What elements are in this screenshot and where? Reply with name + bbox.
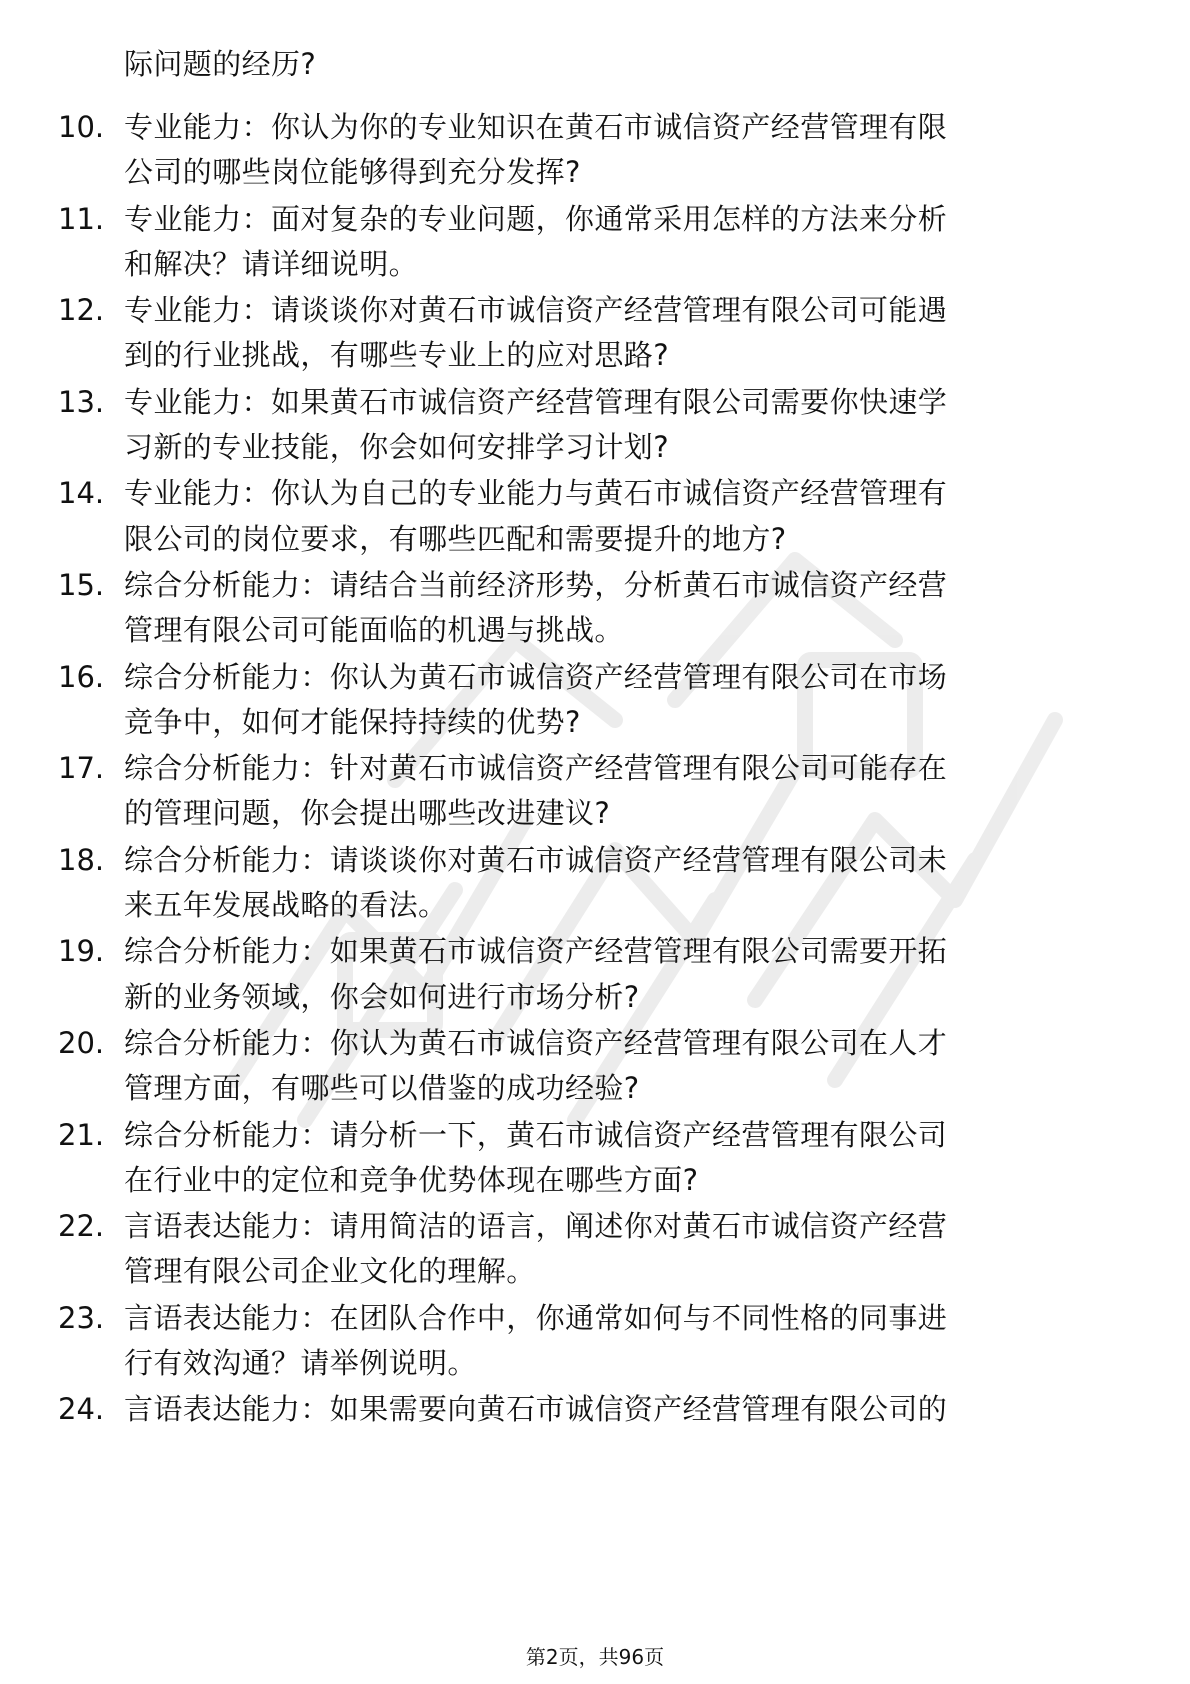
question-text-line1: 言语表达能力：请用简洁的语言，阐述你对黄石市诚信资产经营 [124,1209,948,1244]
continuation-text: 际问题的经历? [124,47,317,81]
question-number: 19. [58,934,105,969]
question-number: 20. [58,1026,105,1060]
question-text-line1: 专业能力：请谈谈你对黄石市诚信资产经营管理有限公司可能遇 [124,293,948,328]
question-number: 24. [58,1392,105,1427]
question-number: 18. [58,842,105,877]
question-text-line1: 言语表达能力：如果需要向黄石市诚信资产经营管理有限公司的 [124,1392,948,1427]
question-text-line2: 习新的专业技能，你会如何安排学习计划? [124,430,669,464]
question-text-line2: 在行业中的定位和竞争优势体现在哪些方面? [124,1162,699,1197]
question-text-line2: 管理有限公司企业文化的理解。 [124,1254,536,1289]
question-text-line2: 管理有限公司可能面临的机遇与挑战。 [124,613,624,648]
question-number: 15. [58,568,105,602]
question-number: 10. [58,110,105,144]
question-text-line2: 行有效沟通？请举例说明。 [124,1346,477,1380]
question-text-line2: 限公司的岗位要求，有哪些匹配和需要提升的地方? [124,521,787,556]
question-text-line2: 管理方面，有哪些可以借鉴的成功经验? [124,1071,640,1106]
question-text-line2: 来五年发展战略的看法。 [124,888,448,922]
question-text-line2: 的管理问题，你会提出哪些改进建议? [124,796,611,831]
question-text-line1: 综合分析能力：针对黄石市诚信资产经营管理有限公司可能存在 [124,751,948,786]
question-text-line2: 和解决？请详细说明。 [124,246,419,281]
question-text-line1: 专业能力：面对复杂的专业问题，你通常采用怎样的方法来分析 [124,201,948,236]
question-number: 12. [58,293,105,328]
question-number: 11. [58,201,105,236]
question-text-line2: 竞争中，如何才能保持持续的优势? [124,704,581,739]
question-text-line2: 公司的哪些岗位能够得到充分发挥? [124,155,581,190]
question-text-line1: 综合分析能力：请谈谈你对黄石市诚信资产经营管理有限公司未 [124,842,948,877]
question-text-line1: 专业能力：你认为自己的专业能力与黄石市诚信资产经营管理有 [124,476,948,511]
question-text-line1: 专业能力：如果黄石市诚信资产经营管理有限公司需要你快速学 [124,384,948,419]
question-number: 16. [58,659,105,694]
question-number: 21. [58,1117,105,1152]
question-number: 14. [58,476,105,511]
question-text-line1: 综合分析能力：请结合当前经济形势，分析黄石市诚信资产经营 [124,568,948,602]
question-text-line2: 新的业务领域，你会如何进行市场分析? [124,979,640,1014]
question-text-line1: 综合分析能力：你认为黄石市诚信资产经营管理有限公司在市场 [124,659,948,694]
question-number: 22. [58,1209,105,1244]
question-text-line1: 综合分析能力：你认为黄石市诚信资产经营管理有限公司在人才 [124,1026,948,1060]
question-text-line1: 言语表达能力：在团队合作中，你通常如何与不同性格的同事进 [124,1300,948,1335]
question-text-line2: 到的行业挑战，有哪些专业上的应对思路? [124,338,669,373]
question-number: 17. [58,751,105,786]
question-text-line1: 专业能力：你认为你的专业知识在黄石市诚信资产经营管理有限 [124,110,948,144]
page-footer: 第2页，共96页 [525,1645,665,1669]
question-text-line1: 综合分析能力：如果黄石市诚信资产经营管理有限公司需要开拓 [124,934,948,969]
question-number: 13. [58,384,105,419]
question-text-line1: 综合分析能力：请分析一下，黄石市诚信资产经营管理有限公司 [124,1117,948,1152]
question-number: 23. [58,1300,105,1335]
